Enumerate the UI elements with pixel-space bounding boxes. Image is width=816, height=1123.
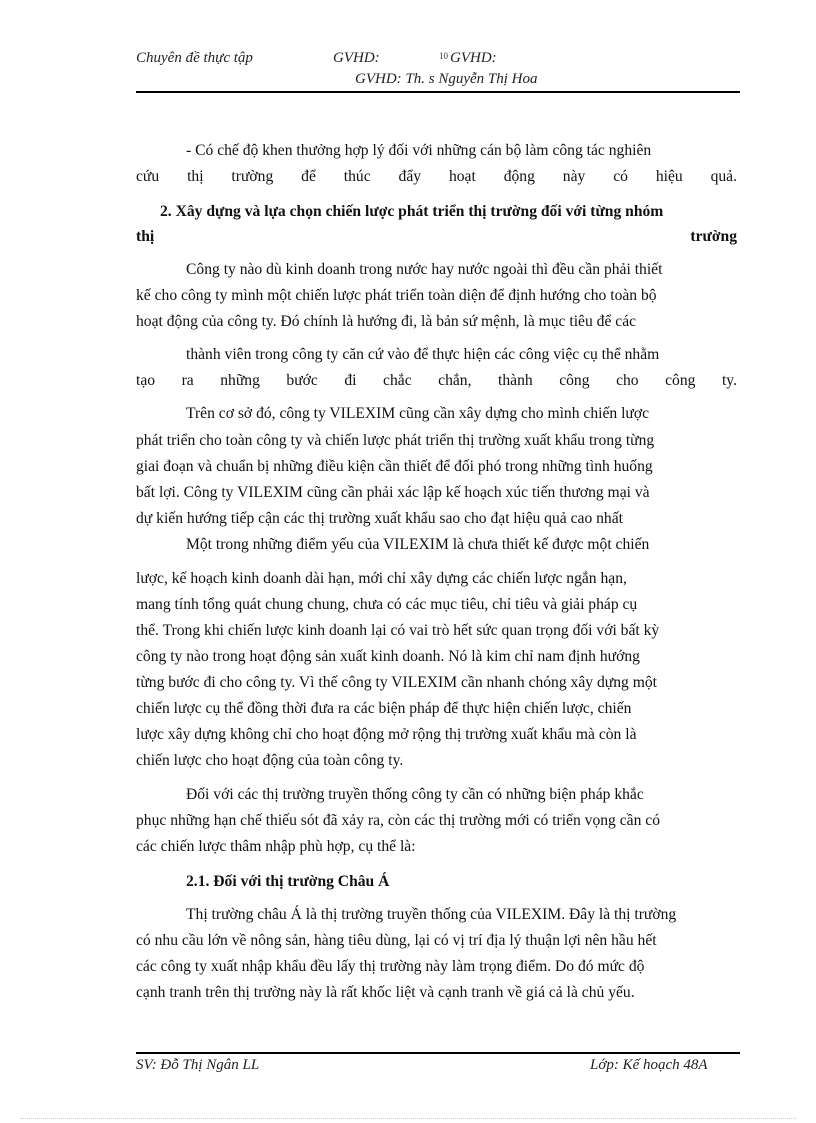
paragraph-line: có nhu cầu lớn về nông sản, hàng tiêu dùng, lại có vị trí địa lý thuận lợi nên hầu hết (136, 932, 657, 949)
paragraph-line: tạo ra những bước đi chắc chắn, thành công cho công ty. (136, 372, 737, 389)
paragraph-line: phục những hạn chế thiếu sót đã xảy ra, còn các thị trường mới có triển vọng cần có (136, 812, 661, 829)
paragraph-line: Thị trường châu Á là thị trường truyền thống của VILEXIM. Đây là thị trường (186, 906, 677, 923)
paragraph-line: dự kiến hướng tiếp cận các thị trường xuất khẩu sao cho đạt hiệu quả cao nhất (136, 510, 623, 527)
paragraph-line: Trên cơ sở đó, công ty VILEXIM cũng cần xây dựng cho mình chiến lược (186, 405, 650, 422)
header-gvhd-label-2: GVHD: (450, 50, 497, 66)
paragraph-line: các chiến lược thâm nhập phù hợp, cụ thể là: (136, 838, 416, 855)
header-title: Chuyên đề thực tập (136, 50, 253, 66)
paragraph-line: hoạt động của công ty. Đó chính là hướng đi, là bản sứ mệnh, là mục tiêu để các (136, 313, 637, 330)
paragraph-line: các công ty xuất nhập khẩu đều lấy thị trường này làm trọng điểm. Do đó mức độ (136, 958, 645, 975)
paragraph-line: cạnh tranh trên thị trường này là rất khốc liệt và cạnh tranh về giá cả là chủ yếu. (136, 984, 635, 1001)
paragraph-line: giai đoạn và chuẩn bị những điều kiện cần thiết để đối phó trong những tình huống (136, 458, 653, 475)
subsection-heading: 2.1. Đối với thị trường Châu Á (186, 873, 390, 890)
paragraph-line: chiến lược cụ thể đồng thời đưa ra các biện pháp để thực hiện chiến lược, chiến (136, 700, 632, 717)
section-heading: 2. Xây dựng và lựa chọn chiến lược phát triển thị trường đối với từng nhóm (160, 203, 664, 220)
footer-class: Lớp: Kế hoạch 48A (590, 1057, 708, 1073)
paragraph-line: Công ty nào dù kinh doanh trong nước hay nước ngoài thì đều cần phải thiết (186, 261, 663, 278)
paragraph-line: từng bước đi cho công ty. Vì thế công ty VILEXIM cần nhanh chóng xây dựng một (136, 674, 657, 691)
footer-rule (136, 1052, 740, 1054)
header-gvhd-label: GVHD: (333, 50, 380, 66)
page-number: 10 (439, 51, 448, 61)
footer-student: SV: Đỗ Thị Ngân LL (136, 1057, 260, 1073)
page-edge-divider (20, 1118, 796, 1119)
paragraph-line: chiến lược cho hoạt động của toàn công ty. (136, 752, 404, 769)
paragraph-line: công ty nào trong hoạt động sản xuất kinh doanh. Nó là kim chỉ nam định hướng (136, 648, 640, 665)
paragraph-line: - Có chế độ khen thưởng hợp lý đối với những cán bộ làm công tác nghiên (186, 142, 652, 159)
header-supervisor: GVHD: Th. s Nguyễn Thị Hoa (355, 71, 538, 87)
paragraph-line: Một trong những điểm yếu của VILEXIM là chưa thiết kế được một chiến (186, 536, 650, 553)
paragraph-line: cứu thị trường để thúc đẩy hoạt động này có hiệu quả. (136, 168, 737, 185)
paragraph-line: kế cho công ty mình một chiến lược phát triển toàn diện để định hướng cho toàn bộ (136, 287, 657, 304)
paragraph-line: mang tính tổng quát chung chung, chưa có các mục tiêu, chỉ tiêu và giải pháp cụ (136, 596, 638, 613)
header-rule (136, 91, 740, 93)
paragraph-line: lược, kế hoạch kinh doanh dài hạn, mới chỉ xây dựng các chiến lược ngắn hạn, (136, 570, 627, 587)
paragraph-line: thể. Trong khi chiến lược kinh doanh lại có vai trò hết sức quan trọng đối với bất kỳ (136, 622, 660, 639)
paragraph-line: phát triển cho toàn công ty và chiến lược phát triển thị trường xuất khẩu trong từng (136, 432, 655, 449)
section-heading-cont: thị trường (136, 228, 737, 245)
paragraph-line: Đối với các thị trường truyền thống công ty cần có những biện pháp khắc (186, 786, 644, 803)
paragraph-line: thành viên trong công ty căn cứ vào để thực hiện các công việc cụ thể nhằm (186, 346, 660, 363)
paragraph-line: bất lợi. Công ty VILEXIM cũng cần phải xác lập kế hoạch xúc tiến thương mại và (136, 484, 650, 501)
paragraph-line: lược xây dựng không chỉ cho hoạt động mở rộng thị trường xuất khẩu mà còn là (136, 726, 637, 743)
